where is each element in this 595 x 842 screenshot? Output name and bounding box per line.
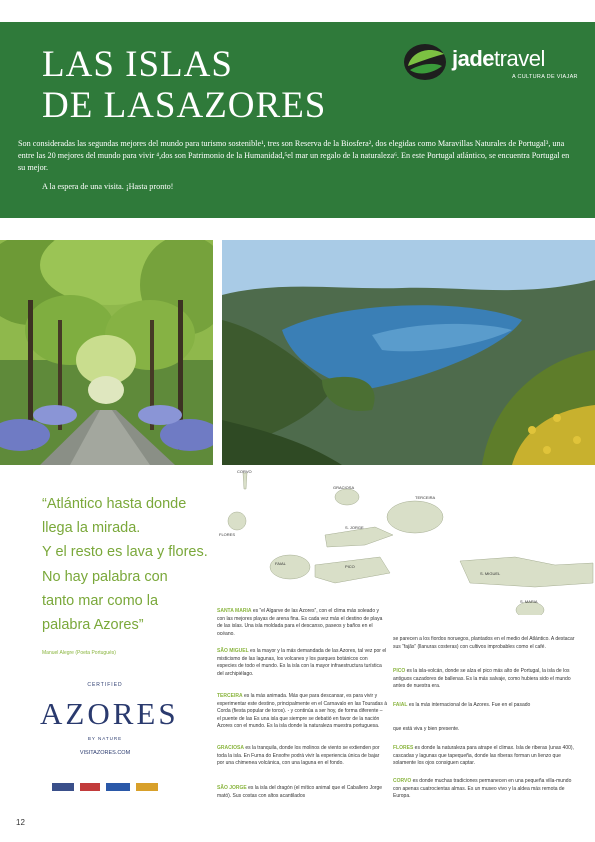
- map-label-pico: PICO: [345, 564, 355, 569]
- logo-name-light: travel: [494, 46, 545, 71]
- island-faial: [270, 555, 310, 579]
- map-label-terceira: TERCEIRA: [415, 495, 436, 500]
- visitazores-url: VISITAZORES.COM: [79, 750, 131, 756]
- page-number: 12: [16, 818, 25, 827]
- crater-lake-illustration: [222, 240, 595, 465]
- island-desc-santa-maria: es “el Algarve de las Azores”, con el clima más soleado y con las mejores playas de arena fina. Es cada vez más el destino de playa de las islas. Una isla moldada para el descanso, paseos y baños en el océano.: [217, 608, 383, 637]
- island-name-santa-maria: SANTA MARIA: [217, 608, 252, 614]
- title-line-1: LAS ISLAS: [42, 44, 233, 85]
- by-nature-label: BY NATURE: [87, 736, 123, 741]
- partner-logos: [52, 783, 167, 793]
- island-name-pico: PICO: [393, 668, 406, 674]
- island-desc-pico: es la isla-volcán, donde se alza el pico más alto de Portugal, la isla de los antiguos cazadores de ballenas. Es la más salvaje, como hubiera sido el mundo antes de nuestra era.: [393, 668, 571, 690]
- faial-continuation-text: que está viva y bien presente.: [393, 726, 460, 732]
- island-name-graciosa: GRACIOSA: [217, 745, 244, 751]
- quote-line-2: llega la mirada.: [42, 520, 141, 537]
- tree-lined-road-photo: [0, 240, 213, 465]
- quote-author: Manuel Alegre (Poeta Portugués): [42, 650, 116, 656]
- tree-lined-road-illustration: [0, 240, 213, 465]
- island-desc-graciosa: es la tranquila, donde los molinos de viento se extienden por toda la isla. En Furna do Enxofre podrá vivir la experiencia única de bajar por una chimenea volcánica, con una laguna en el fondo.: [217, 745, 380, 767]
- sao-jorge-continuation-text: se parecen a los fiordos noruegos, plantados en el medio del Atlántico. A destacar sus “fajãs” (llanuras costeras) con cultivos improbables como el café.: [393, 636, 575, 650]
- island-pico: [315, 557, 390, 583]
- partner-logo-1: [52, 783, 74, 791]
- island-name-flores: FLORES: [393, 745, 414, 751]
- azores-wordmark: AZORES: [40, 696, 179, 731]
- page-title: [42, 44, 402, 126]
- jade-leaf-icon: [402, 42, 448, 82]
- island-desc-faial: es la más internacional de la Azores. Fue en el pasado: [407, 702, 531, 708]
- island-name-faial: FAIAL: [393, 702, 408, 708]
- island-flores: [228, 512, 246, 530]
- quote-line-3: Y el resto es lava y flores.: [42, 544, 208, 561]
- partner-logo-3: [106, 783, 130, 791]
- quote-line-4: No hay palabra con: [42, 568, 168, 585]
- map-label-sao-jorge: S. JORGE: [345, 525, 364, 530]
- map-label-graciosa: GRACIOSA: [333, 485, 355, 490]
- map-label-sao-miguel: S. MIGUEL: [480, 571, 501, 576]
- intro-sign-off: A la espera de una visita. ¡Hasta pronto!: [42, 182, 174, 191]
- island-desc-sao-jorge: es la isla del dragón (el mítico animal que el Caballero Jorge mató). Sus costas con altos acantilados: [217, 785, 383, 799]
- island-terceira-text: [217, 693, 387, 731]
- island-flores-text: [393, 745, 578, 768]
- island-sao-miguel-text: [217, 648, 387, 678]
- partner-logo-2: [80, 783, 100, 791]
- island-desc-terceira: es la más animada. Más que para descansar, es para vivir y experimentar este destino, principalmente en el Carnavalo en las Touradas à Corda (fiesta popular de toros). - y continúa a ser hoy, de forma diferente – el puente de las Es una isla que siempre se debatió en favor de la nación Azores con el mundo. Es la isla donde la naturaleza muestra portuguesa.: [217, 693, 388, 730]
- azores-archipelago-map: [215, 465, 595, 615]
- quote-line-5: tanto mar como la: [42, 592, 159, 609]
- island-pico-text: [393, 668, 578, 691]
- crater-lake-photo: [222, 240, 595, 465]
- header-top-margin: [0, 0, 595, 22]
- island-sao-jorge: [325, 527, 393, 547]
- poet-quote: [42, 492, 222, 637]
- island-name-corvo: CORVO: [393, 778, 412, 784]
- island-graciosa: [335, 489, 359, 505]
- island-terceira: [387, 501, 443, 533]
- island-name-sao-miguel: SÃO MIGUEL: [217, 648, 249, 654]
- island-sao-jorge-text: [217, 785, 387, 800]
- logo-name-bold: jade: [452, 46, 495, 71]
- map-label-santa-maria: S. MARIA: [520, 599, 538, 604]
- island-name-terceira: TERCEIRA: [217, 693, 243, 699]
- island-desc-flores: es donde la naturaleza para atrape el climax. Isla de riberas (unas 400), cascadas y lagunas que tapequeña, donde las riberas forman un lienzo que solamente los ojos consiguen captar.: [393, 745, 574, 767]
- island-name-sao-jorge: SÃO JORGE: [217, 785, 247, 791]
- island-corvo: [243, 473, 247, 489]
- quote-line-1: “Atlántico hasta donde: [42, 496, 187, 512]
- map-label-corvo: CORVO: [237, 469, 252, 474]
- quote-line-6: palabra Azores”: [42, 617, 144, 634]
- partner-logo-4: [136, 783, 158, 791]
- jadetravel-logo: [402, 40, 578, 88]
- island-faial-text: [393, 702, 578, 710]
- logo-tagline: A CULTURA DE VIAJAR: [512, 74, 578, 80]
- map-label-flores: FLORES: [219, 532, 236, 537]
- header: [0, 0, 595, 218]
- azores-map-drawing: [215, 465, 595, 615]
- azores-certified-logo: [40, 680, 179, 762]
- island-desc-sao-miguel: es la mayor y la más demandada de las Azores, tal vez por el misticismo de las lagunas, los volcanes y los parques botánicos con especies de todo el mundo. Es la isla con la mayor infraestructura turística del archipiélago.: [217, 648, 387, 677]
- map-label-faial: FAIAL: [275, 561, 286, 566]
- island-graciosa-text: [217, 745, 387, 768]
- title-line-2: DE LASAZORES: [42, 85, 327, 126]
- logo-wordmark: [452, 46, 545, 72]
- island-corvo-text: [393, 778, 578, 801]
- island-desc-corvo: es donde muchas tradiciones permanecen en una pequeña villa-mundo con apenas cuatrocientas almas. Es un museo vivo y la aldea más remota de Europa.: [393, 778, 572, 800]
- island-santa-maria-text: [217, 608, 387, 638]
- intro-paragraph: Son consideradas las segundas mejores del mundo para turismo sostenible¹, tres son Reserva de la Biosfera², dos elegidas como Maravillas Naturales de Portugal³, una entre las 20 mejores del mundo para vivir ⁴,dos son Patrimonio de la Humanidad,⁵el mar un regalo de la naturaleza⁶. En este Portugal atlántico, se encuentra Portugal en su mejor.: [18, 139, 570, 172]
- certified-label: CERTIFIED: [87, 682, 123, 688]
